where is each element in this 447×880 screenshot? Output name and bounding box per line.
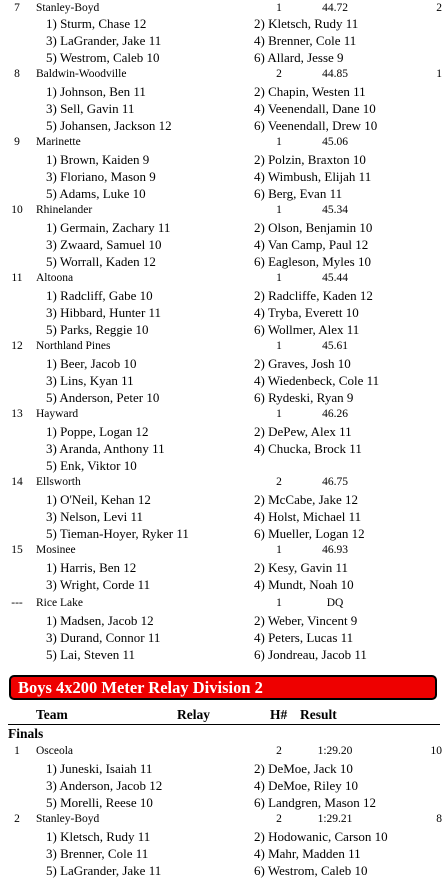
result-time: 45.06 (322, 136, 348, 148)
athlete: 3) Nelson, Levi 11 (46, 509, 143, 524)
heat-number: 1 (276, 597, 282, 609)
column-header-heat: H# (270, 707, 288, 722)
athlete: 5) Morelli, Reese 10 (46, 795, 153, 810)
athlete-row (0, 423, 447, 440)
athlete: 3) Zwaard, Samuel 10 (46, 237, 162, 252)
athlete: 4) Wiedenbeck, Cole 11 (254, 373, 380, 388)
school-name: Mosinee (36, 544, 76, 556)
round-title: Finals (8, 726, 44, 741)
heat-number: 1 (276, 340, 282, 352)
result-row (0, 66, 447, 82)
result-time: 1:29.21 (317, 813, 353, 825)
athlete-row (0, 151, 447, 168)
heat-number: 1 (276, 2, 282, 14)
points: 8 (436, 813, 442, 825)
school-name: Stanley-Boyd (36, 813, 100, 825)
athlete: 6) Rydeski, Ryan 9 (254, 390, 354, 405)
athlete: 5) Johansen, Jackson 12 (46, 118, 172, 133)
result-time: 44.85 (322, 68, 348, 80)
athlete: 1) Kletsch, Rudy 11 (46, 829, 151, 844)
athlete-row (0, 287, 447, 304)
result-time: 45.44 (322, 272, 348, 284)
athlete: 1) Juneski, Isaiah 11 (46, 761, 153, 776)
athlete-row (0, 304, 447, 321)
athlete: 1) Brown, Kaiden 9 (46, 152, 150, 167)
athlete: 2) Graves, Josh 10 (254, 356, 351, 371)
heat-number: 2 (276, 745, 282, 757)
athlete-row (0, 117, 447, 134)
athlete: 2) Olson, Benjamin 10 (254, 220, 373, 235)
column-header-relay: Relay (177, 707, 210, 722)
athlete: 1) Johnson, Ben 11 (46, 84, 146, 99)
column-header-team: Team (36, 707, 68, 722)
place: --- (11, 597, 23, 609)
athlete-row (0, 629, 447, 646)
athlete: 2) DePew, Alex 11 (254, 424, 352, 439)
athlete: 6) Jondreau, Jacob 11 (254, 647, 367, 662)
points: 2 (436, 2, 442, 14)
athlete-row (0, 236, 447, 253)
athlete-row (0, 491, 447, 508)
place: 11 (11, 272, 23, 284)
athlete: 3) Brenner, Cole 11 (46, 846, 149, 861)
athlete: 5) Enk, Viktor 10 (46, 458, 137, 473)
athlete-row (0, 49, 447, 66)
result-row (0, 406, 447, 422)
place: 12 (11, 340, 23, 352)
heat-number: 1 (276, 544, 282, 556)
athlete-row (0, 100, 447, 117)
result-row (0, 743, 447, 759)
result-time: 45.34 (322, 204, 348, 216)
place: 2 (14, 813, 20, 825)
school-name: Rhinelander (36, 204, 93, 216)
athlete: 5) Parks, Reggie 10 (46, 322, 149, 337)
athlete-row (0, 32, 447, 49)
athlete: 3) LaGrander, Jake 11 (46, 33, 162, 48)
result-row (0, 270, 447, 286)
athlete: 6) Mueller, Logan 12 (254, 526, 365, 541)
place: 1 (14, 745, 20, 757)
athlete-row (0, 389, 447, 406)
athlete: 6) Berg, Evan 11 (254, 186, 343, 201)
athlete: 4) Holst, Michael 11 (254, 509, 362, 524)
result-row (0, 595, 447, 611)
athlete: 5) LaGrander, Jake 11 (46, 863, 162, 878)
athlete: 6) Landgren, Mason 12 (254, 795, 377, 810)
athlete-row (0, 760, 447, 777)
athlete-row (0, 185, 447, 202)
result-row (0, 474, 447, 490)
athlete: 2) Kletsch, Rudy 11 (254, 16, 359, 31)
place: 8 (14, 68, 20, 80)
athlete: 3) Durand, Connor 11 (46, 630, 161, 645)
athlete: 5) Lai, Steven 11 (46, 647, 136, 662)
athlete: 2) Polzin, Braxton 10 (254, 152, 366, 167)
athlete: 4) Veenendall, Dane 10 (254, 101, 376, 116)
athlete: 4) Peters, Lucas 11 (254, 630, 354, 645)
result-row (0, 134, 447, 150)
athlete: 6) Westrom, Caleb 10 (254, 863, 368, 878)
athlete: 1) Poppe, Logan 12 (46, 424, 149, 439)
athlete: 2) Chapin, Westen 11 (254, 84, 366, 99)
athlete-row (0, 862, 447, 879)
points: 10 (430, 745, 442, 757)
result-time: 46.75 (322, 476, 348, 488)
heat-number: 1 (276, 408, 282, 420)
athlete: 6) Veenendall, Drew 10 (254, 118, 378, 133)
athlete-row (0, 168, 447, 185)
school-name: Ellsworth (36, 476, 81, 488)
athlete: 2) Radcliffe, Kaden 12 (254, 288, 373, 303)
athlete-row (0, 559, 447, 576)
school-name: Rice Lake (36, 597, 83, 609)
athlete: 2) Kesy, Gavin 11 (254, 560, 348, 575)
place: 10 (11, 204, 23, 216)
athlete: 2) Weber, Vincent 9 (254, 613, 358, 628)
athlete: 4) Brenner, Cole 11 (254, 33, 357, 48)
athlete: 1) Radcliff, Gabe 10 (46, 288, 153, 303)
result-row (0, 338, 447, 354)
heat-number: 1 (276, 204, 282, 216)
column-header-result: Result (300, 707, 337, 722)
athlete: 2) McCabe, Jake 12 (254, 492, 358, 507)
athlete-row (0, 355, 447, 372)
athlete-row (0, 576, 447, 593)
school-name: Stanley-Boyd (36, 2, 100, 14)
event-title: Boys 4x200 Meter Relay Division 2 (9, 675, 437, 700)
athlete-row (0, 508, 447, 525)
heat-number: 2 (276, 476, 282, 488)
athlete: 3) Aranda, Anthony 11 (46, 441, 165, 456)
result-time: 46.93 (322, 544, 348, 556)
athlete: 4) Mahr, Madden 11 (254, 846, 361, 861)
athlete: 4) Wimbush, Elijah 11 (254, 169, 372, 184)
athlete: 1) Sturm, Chase 12 (46, 16, 147, 31)
athlete: 5) Worrall, Kaden 12 (46, 254, 156, 269)
athlete-row (0, 372, 447, 389)
result-row (0, 542, 447, 558)
place: 13 (11, 408, 23, 420)
athlete: 1) Beer, Jacob 10 (46, 356, 137, 371)
place: 9 (14, 136, 20, 148)
school-name: Altoona (36, 272, 74, 284)
result-time: 46.26 (322, 408, 348, 420)
athlete-row (0, 777, 447, 794)
column-headers (0, 706, 447, 724)
athlete: 4) Tryba, Everett 10 (254, 305, 359, 320)
school-name: Baldwin-Woodville (36, 68, 127, 80)
athlete: 1) Harris, Ben 12 (46, 560, 137, 575)
athlete: 3) Sell, Gavin 11 (46, 101, 135, 116)
athlete: 1) Madsen, Jacob 12 (46, 613, 154, 628)
athlete-row (0, 646, 447, 663)
athlete-row (0, 794, 447, 811)
points: 1 (436, 68, 442, 80)
athlete-row (0, 83, 447, 100)
result-time: 1:29.20 (317, 745, 353, 757)
athlete: 5) Westrom, Caleb 10 (46, 50, 160, 65)
athlete: 2) DeMoe, Jack 10 (254, 761, 353, 776)
athlete-row (0, 15, 447, 32)
athlete-row (0, 253, 447, 270)
heat-number: 1 (276, 272, 282, 284)
athlete-row (0, 525, 447, 542)
heat-number: 2 (276, 813, 282, 825)
athlete: 1) O'Neil, Kehan 12 (46, 492, 151, 507)
athlete-row (0, 457, 447, 474)
athlete-row (0, 219, 447, 236)
athlete: 3) Anderson, Jacob 12 (46, 778, 163, 793)
heat-number: 2 (276, 68, 282, 80)
athlete: 4) DeMoe, Riley 10 (254, 778, 358, 793)
athlete: 3) Hibbard, Hunter 11 (46, 305, 162, 320)
athlete: 3) Wright, Corde 11 (46, 577, 151, 592)
athlete: 4) Mundt, Noah 10 (254, 577, 354, 592)
athlete-row (0, 845, 447, 862)
athlete: 4) Chucka, Brock 11 (254, 441, 362, 456)
heat-number: 1 (276, 136, 282, 148)
athlete: 2) Hodowanic, Carson 10 (254, 829, 388, 844)
athlete: 5) Tieman-Hoyer, Ryker 11 (46, 526, 189, 541)
result-row (0, 811, 447, 827)
athlete-row (0, 321, 447, 338)
athlete: 6) Allard, Jesse 9 (254, 50, 344, 65)
result-row (0, 202, 447, 218)
result-time: 44.72 (322, 2, 348, 14)
athlete: 6) Wollmer, Alex 11 (254, 322, 360, 337)
athlete: 3) Lins, Kyan 11 (46, 373, 134, 388)
place: 7 (14, 2, 20, 14)
place: 14 (11, 476, 23, 488)
result-time: DQ (326, 597, 344, 609)
athlete: 3) Floriano, Mason 9 (46, 169, 156, 184)
athlete-row (0, 440, 447, 457)
result-row (0, 0, 447, 16)
athlete: 6) Eagleson, Myles 10 (254, 254, 371, 269)
athlete-row (0, 828, 447, 845)
school-name: Osceola (36, 745, 74, 757)
athlete: 1) Germain, Zachary 11 (46, 220, 171, 235)
athlete: 5) Anderson, Peter 10 (46, 390, 160, 405)
school-name: Marinette (36, 136, 81, 148)
athlete: 5) Adams, Luke 10 (46, 186, 146, 201)
athlete-row (0, 612, 447, 629)
place: 15 (11, 544, 23, 556)
athlete: 4) Van Camp, Paul 12 (254, 237, 369, 252)
school-name: Northland Pines (36, 340, 111, 352)
header-divider (8, 724, 440, 725)
school-name: Hayward (36, 408, 79, 420)
result-time: 45.61 (322, 340, 348, 352)
